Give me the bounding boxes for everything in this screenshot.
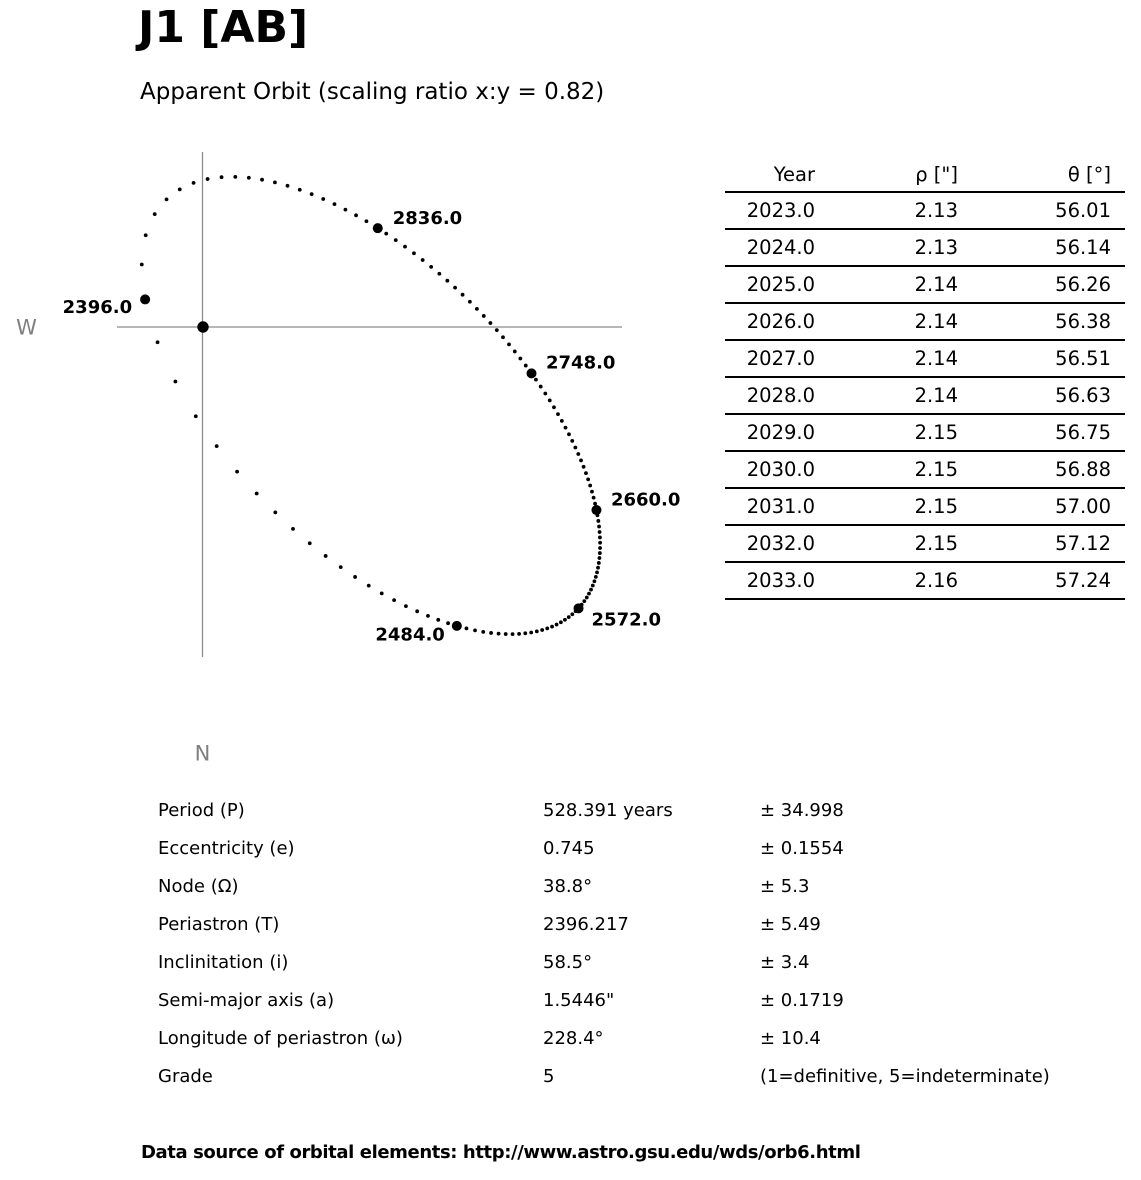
theta-cell: 56.38 [958, 303, 1125, 340]
orbit-sample-dot [140, 263, 144, 267]
theta-cell: 57.12 [958, 525, 1125, 562]
orbit-sample-dot [592, 496, 596, 500]
orbit-sample-dot [511, 632, 515, 636]
element-value: 58.5° [543, 952, 593, 973]
orbit-sample-dot [194, 414, 198, 418]
orbit-sample-dot [559, 620, 563, 624]
element-label: Semi-major axis (a) [158, 990, 335, 1011]
epoch-marker [140, 294, 150, 304]
rho-cell: 2.14 [815, 303, 958, 340]
apparent-orbit-plot [0, 140, 700, 780]
ephemeris-row [725, 377, 1125, 414]
element-label: Inclinitation (i) [158, 952, 289, 973]
orbit-sample-dots [140, 175, 602, 636]
orbit-sample-dot [178, 187, 182, 191]
element-error: ± 5.3 [760, 876, 810, 897]
element-label: Eccentricity (e) [158, 838, 295, 859]
orbital-elements-list [158, 792, 1090, 1096]
primary-star-marker [197, 321, 208, 332]
orbit-sample-dot [543, 392, 547, 396]
epoch-label: 2748.0 [546, 352, 616, 374]
element-error: ± 34.998 [760, 800, 844, 821]
column-header-year: Year [725, 157, 815, 192]
orbit-sample-dot [260, 178, 264, 182]
orbit-sample-dot [220, 175, 224, 179]
orbit-sample-dot [482, 314, 486, 318]
orbit-sample-dot [247, 176, 251, 180]
epoch-marker [373, 223, 383, 233]
west-compass-label: W [16, 315, 37, 340]
epoch-label: 2572.0 [591, 609, 661, 631]
orbit-sample-dot [206, 177, 210, 181]
orbit-sample-dot [584, 471, 588, 475]
orbit-sample-dot [570, 439, 574, 443]
theta-cell: 56.14 [958, 229, 1125, 266]
epoch-label: 2396.0 [62, 296, 133, 318]
orbit-sample-dot [354, 213, 358, 217]
orbit-sample-dot [365, 219, 369, 223]
orbit-sample-dot [548, 399, 552, 403]
orbit-sample-dot [291, 527, 295, 531]
page-subtitle: Apparent Orbit (scaling ratio x:y = 0.82) [140, 79, 605, 105]
orbit-sample-dot [595, 570, 599, 574]
theta-cell: 56.88 [958, 451, 1125, 488]
orbit-sample-dot [233, 175, 237, 179]
element-error: ± 0.1554 [760, 838, 844, 859]
orbit-sample-dot [475, 307, 479, 311]
orbit-sample-dot [495, 328, 499, 332]
orbit-sample-dot [436, 618, 440, 622]
orbit-sample-dot [598, 556, 602, 560]
orbit-sample-dot [437, 272, 441, 276]
rho-cell: 2.14 [815, 377, 958, 414]
orbit-sample-dot [564, 426, 568, 430]
column-header-rho: ρ ["] [815, 157, 958, 192]
year-cell: 2029.0 [725, 414, 815, 451]
element-value: 0.745 [543, 838, 595, 859]
element-error: (1=definitive, 5=indeterminate) [760, 1066, 1050, 1087]
ephemeris-row [725, 525, 1125, 562]
rho-cell: 2.14 [815, 266, 958, 303]
orbit-sample-dot [156, 340, 160, 344]
orbit-sample-dot [550, 625, 554, 629]
orbit-sample-dot [497, 632, 501, 636]
element-value: 1.5446" [543, 990, 615, 1011]
year-cell: 2027.0 [725, 340, 815, 377]
orbit-sample-dot [563, 618, 567, 622]
orbit-sample-dot [598, 530, 602, 534]
orbit-sample-dot [473, 628, 477, 632]
theta-cell: 56.75 [958, 414, 1125, 451]
epoch-label: 2660.0 [610, 489, 681, 511]
element-label: Period (P) [158, 800, 245, 821]
rho-cell: 2.15 [815, 414, 958, 451]
ephemeris-row [725, 562, 1125, 599]
orbit-sample-dot [353, 575, 357, 579]
epoch-marker [452, 621, 462, 631]
orbit-sample-dot [597, 561, 601, 565]
orbit-sample-dot [579, 459, 583, 463]
orbit-sample-dot [481, 630, 485, 634]
orbit-sample-dot [598, 551, 602, 555]
theta-cell: 56.01 [958, 192, 1125, 229]
column-header-theta: θ [°] [958, 157, 1125, 192]
year-cell: 2028.0 [725, 377, 815, 414]
orbit-sample-dot [255, 492, 259, 496]
orbit-sample-dot [384, 232, 388, 236]
element-label: Grade [158, 1066, 213, 1087]
ephemeris-row [725, 192, 1125, 229]
header-row [725, 157, 1125, 192]
orbit-sample-dot [590, 490, 594, 494]
year-cell: 2030.0 [725, 451, 815, 488]
orbit-sample-dot [594, 575, 598, 579]
orbit-sample-dot [453, 286, 457, 290]
year-cell: 2024.0 [725, 229, 815, 266]
orbit-sample-dot [310, 192, 314, 196]
orbit-sample-dot [412, 251, 416, 255]
ephemeris-table [725, 157, 1125, 600]
orbit-sample-dot [501, 335, 505, 339]
orbit-sample-dot [488, 321, 492, 325]
element-error: ± 0.1719 [760, 990, 844, 1011]
orbit-sample-dot [567, 432, 571, 436]
element-value: 2396.217 [543, 914, 629, 935]
orbit-sample-dot [367, 584, 371, 588]
theta-cell: 56.63 [958, 377, 1125, 414]
orbit-sample-dot [273, 181, 277, 185]
ephemeris-table-header [725, 157, 1125, 192]
orbit-sample-dot [298, 188, 302, 192]
rho-cell: 2.14 [815, 340, 958, 377]
orbit-sample-dot [465, 627, 469, 631]
element-value: 228.4° [543, 1028, 604, 1049]
orbit-sample-dot [165, 197, 169, 201]
ephemeris-row [725, 488, 1125, 525]
orbit-sample-dot [392, 598, 396, 602]
orbit-sample-dot [324, 554, 328, 558]
orbit-sample-dot [598, 536, 602, 540]
element-label: Node (Ω) [158, 876, 239, 897]
orbit-sample-dot [593, 502, 597, 506]
rho-cell: 2.15 [815, 488, 958, 525]
orbit-sample-dot [426, 614, 430, 618]
orbit-sample-dot [582, 465, 586, 469]
orbit-sample-dot [415, 609, 419, 613]
ephemeris-row [725, 229, 1125, 266]
epoch-label: 2484.0 [375, 624, 445, 646]
orbit-sample-dot [445, 279, 449, 283]
ephemeris-row [725, 414, 1125, 451]
orbit-sample-dot [545, 627, 549, 631]
orbit-sample-dot [153, 212, 157, 216]
element-error: ± 3.4 [760, 952, 810, 973]
orbit-sample-dot [552, 405, 556, 409]
orbit-sample-dot [333, 202, 337, 206]
year-cell: 2023.0 [725, 192, 815, 229]
rho-cell: 2.13 [815, 192, 958, 229]
orbit-sample-dot [421, 258, 425, 262]
epoch-marker [574, 603, 584, 613]
orbit-sample-dot [567, 615, 571, 619]
orbit-sample-dot [582, 599, 586, 603]
orbit-sample-dot [344, 208, 348, 212]
orbit-sample-dot [339, 565, 343, 569]
orbit-sample-dot [560, 419, 564, 423]
orbit-sample-dot [321, 197, 325, 201]
orbit-sample-dot [144, 233, 148, 237]
element-value: 5 [543, 1066, 555, 1087]
theta-cell: 57.24 [958, 562, 1125, 599]
orbit-sample-dot [192, 181, 196, 185]
orbit-sample-dot [517, 632, 521, 636]
epoch-label: 2836.0 [392, 208, 463, 230]
north-compass-label: N [194, 741, 211, 766]
rho-cell: 2.15 [815, 525, 958, 562]
orbit-sample-dot [593, 579, 597, 583]
orbit-sample-dot [589, 588, 593, 592]
orbit-sample-dot [576, 452, 580, 456]
ephemeris-row [725, 266, 1125, 303]
orbit-sample-dot [273, 511, 277, 515]
rho-cell: 2.13 [815, 229, 958, 266]
orbit-sample-dot [489, 631, 493, 635]
orbit-sample-dot [507, 342, 511, 346]
orbit-sample-dot [555, 623, 559, 627]
orbit-sample-dot [403, 245, 407, 249]
ephemeris-row [725, 303, 1125, 340]
element-value: 528.391 years [543, 800, 673, 821]
orbit-sample-dot [461, 293, 465, 297]
orbit-sample-dot [429, 265, 433, 269]
orbit-sample-dot [523, 631, 527, 635]
orbit-sample-dot [404, 604, 408, 608]
theta-cell: 56.26 [958, 266, 1125, 303]
element-value: 38.8° [543, 876, 593, 897]
data-source-footer: Data source of orbital elements: http://www.astro.gsu.edu/wds/orb6.html [141, 1142, 861, 1163]
orbit-sample-dot [518, 357, 522, 361]
theta-cell: 56.51 [958, 340, 1125, 377]
orbit-sample-dot [308, 541, 312, 545]
orbit-sample-dot [535, 629, 539, 633]
epoch-marker [591, 505, 601, 515]
orbit-sample-dot [573, 446, 577, 450]
orbit-sample-dot [586, 477, 590, 481]
orbit-sample-dot [235, 470, 239, 474]
orbit-sample-dot [173, 380, 177, 384]
orbit-sample-dot [596, 566, 600, 570]
orbit-sample-dot [286, 184, 290, 188]
element-error: ± 5.49 [760, 914, 821, 935]
element-label: Longitude of periastron (ω) [158, 1028, 403, 1049]
orbit-sample-dot [591, 584, 595, 588]
orbit-sample-dot [585, 596, 589, 600]
theta-cell: 57.00 [958, 488, 1125, 525]
orbit-sample-dot [597, 525, 601, 529]
orbit-sample-dot [598, 546, 602, 550]
page-title: J1 [AB] [138, 2, 309, 53]
element-label: Periastron (T) [158, 914, 280, 935]
epoch-marker [527, 368, 537, 378]
orbit-sample-dot [513, 350, 517, 354]
orbit-sample-dot [394, 238, 398, 242]
orbit-sample-dot [468, 300, 472, 304]
orbit-sample-dot [539, 385, 543, 389]
orbit-sample-dot [540, 628, 544, 632]
year-cell: 2026.0 [725, 303, 815, 340]
orbit-sample-dot [529, 631, 533, 635]
orbit-sample-dot [570, 612, 574, 616]
orbit-sample-dot [215, 444, 219, 448]
ephemeris-row [725, 340, 1125, 377]
ephemeris-row [725, 451, 1125, 488]
orbit-sample-dot [556, 412, 560, 416]
orbit-sample-dot [587, 592, 591, 596]
year-cell: 2025.0 [725, 266, 815, 303]
orbit-sample-dot [504, 632, 508, 636]
rho-cell: 2.15 [815, 451, 958, 488]
rho-cell: 2.16 [815, 562, 958, 599]
orbit-sample-dot [588, 484, 592, 488]
orbit-sample-dot [524, 364, 528, 368]
orbit-sample-dot [534, 378, 538, 382]
year-cell: 2032.0 [725, 525, 815, 562]
orbit-sample-dot [598, 541, 602, 545]
year-cell: 2031.0 [725, 488, 815, 525]
orbit-sample-dot [380, 591, 384, 595]
orbit-sample-dot [596, 519, 600, 523]
element-error: ± 10.4 [760, 1028, 821, 1049]
orbit-sample-dot [446, 621, 450, 625]
year-cell: 2033.0 [725, 562, 815, 599]
